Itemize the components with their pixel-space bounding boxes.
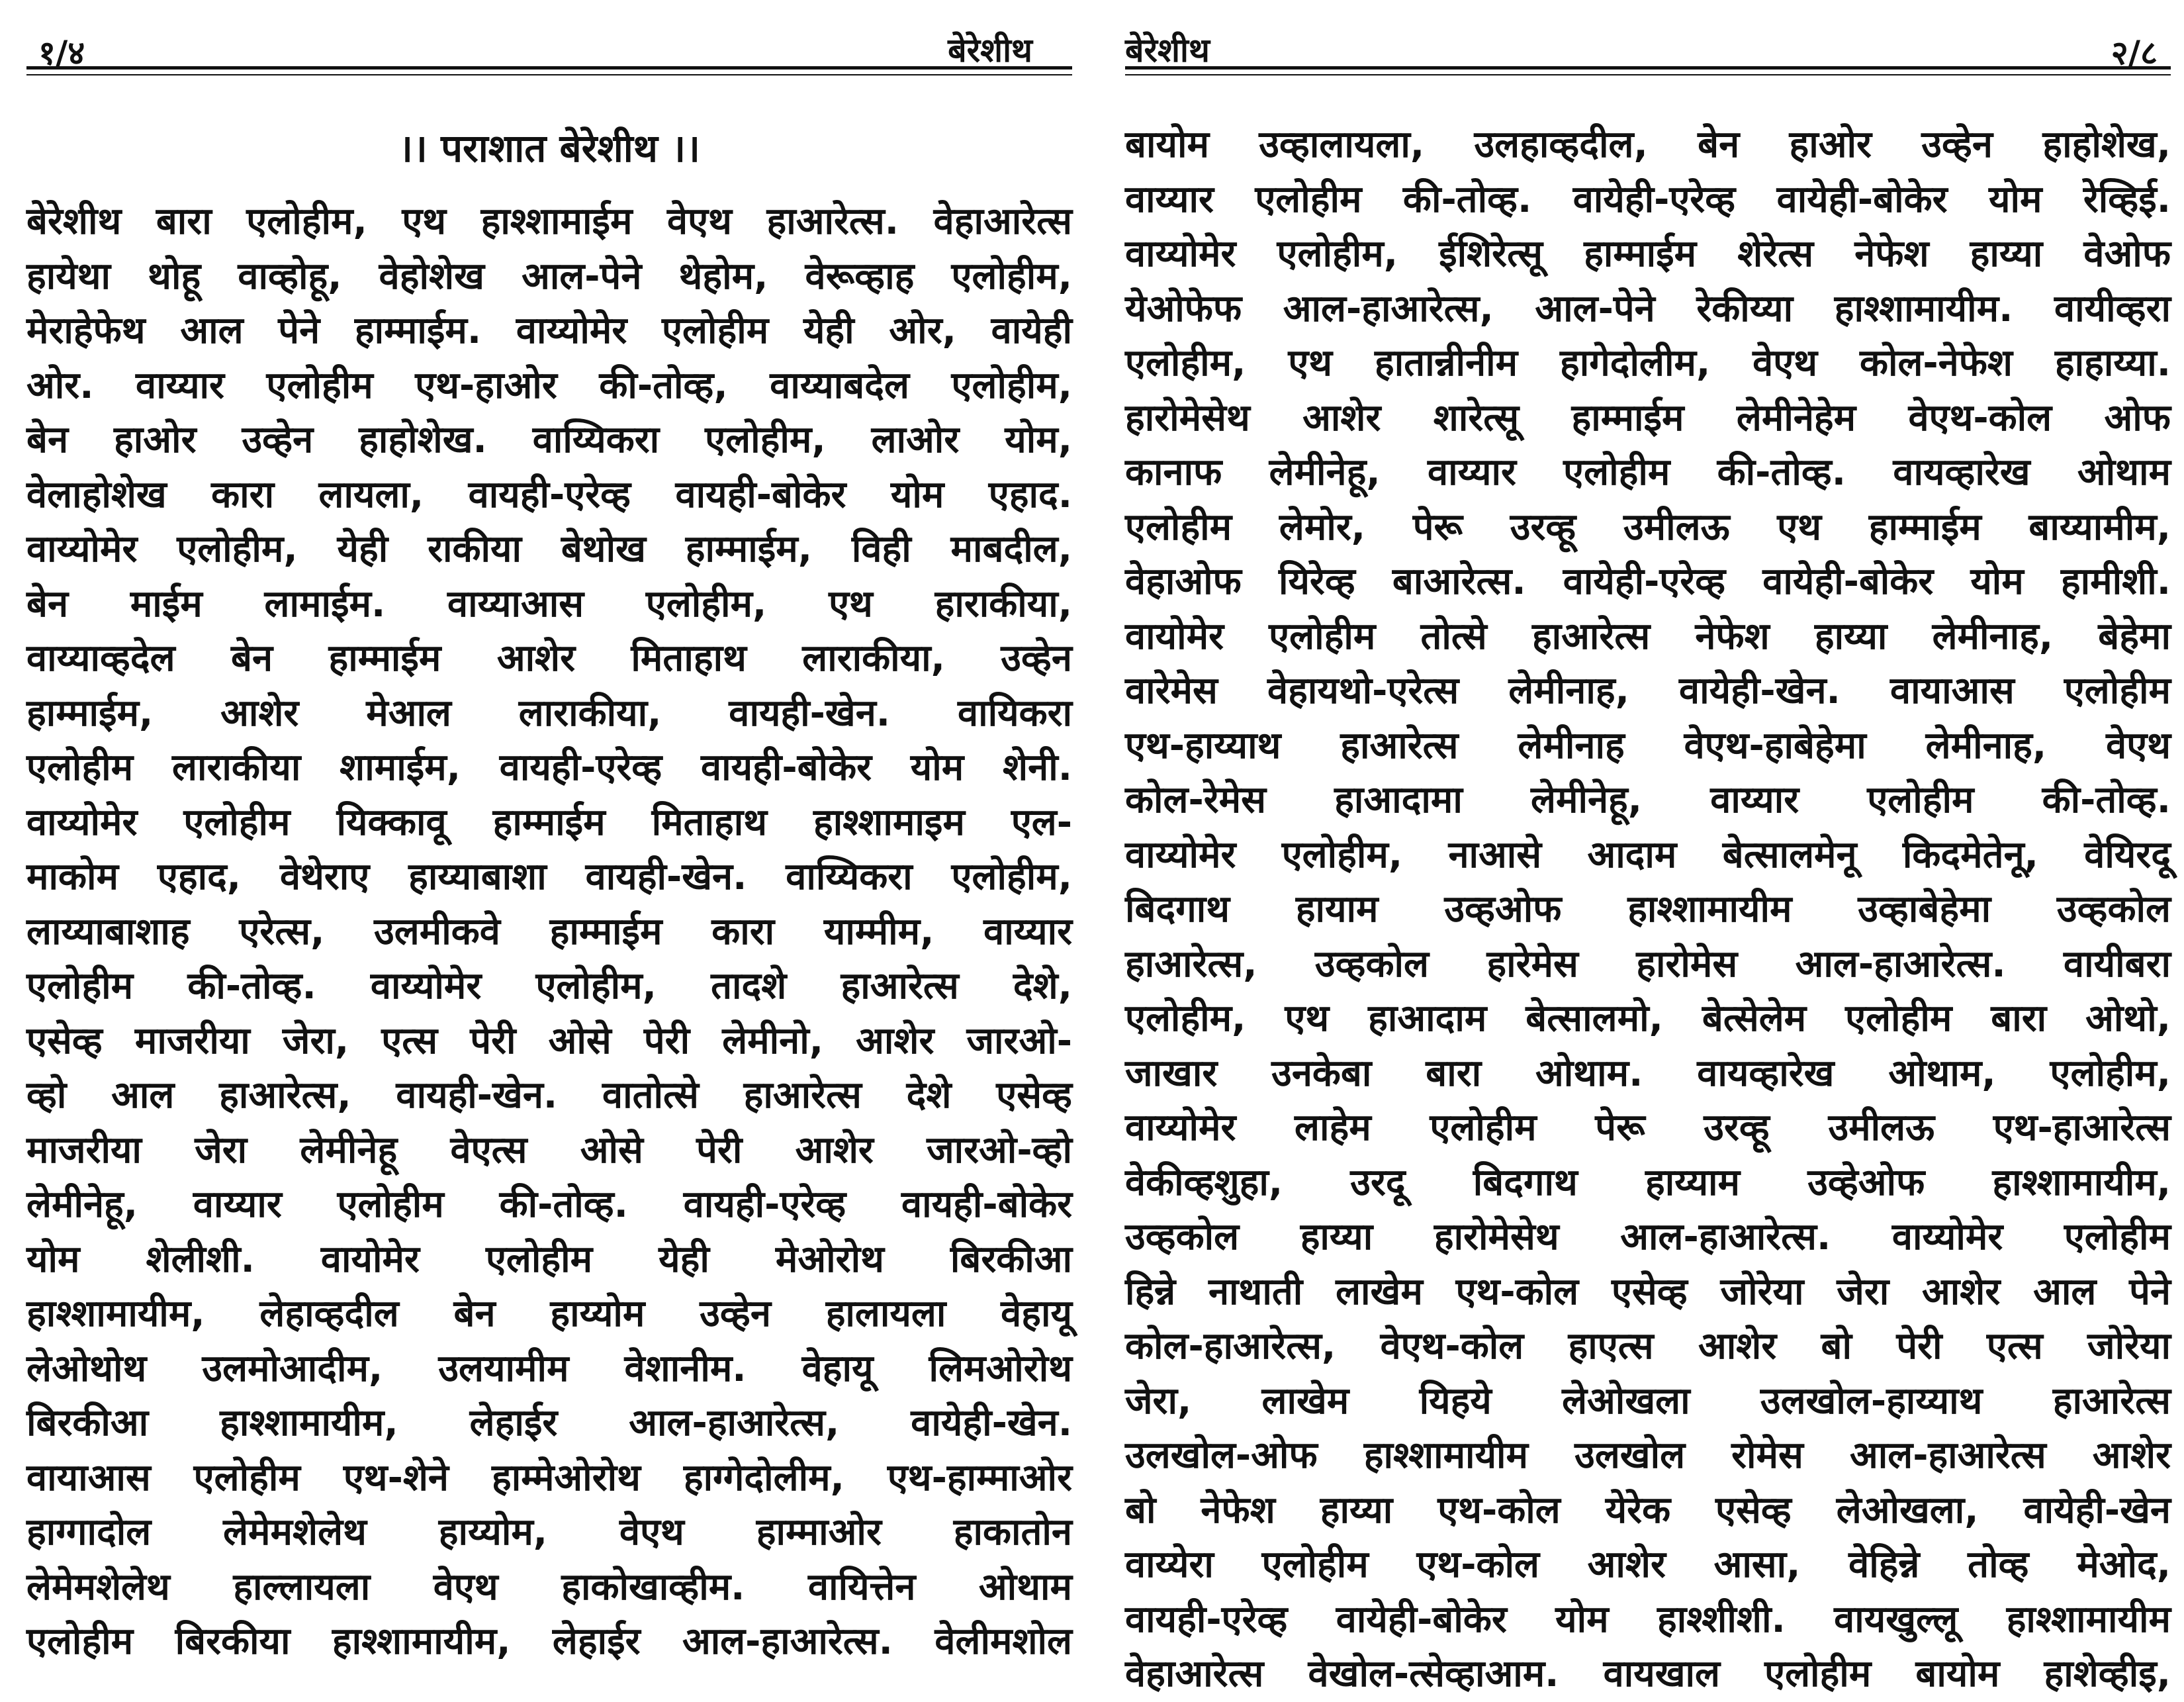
text-line: व्हो आल हाआरेत्स, वायही-खेन. वातोत्से हाआरेत्स देशे एसेव्ह	[26, 1074, 1072, 1117]
text-line: वायोमेर एलोहीम तोत्से हाआरेत्स नेफेश हाय्या लेमीनाह, बेहेमा	[1125, 614, 2171, 658]
text-line: उलखोल-ओफ हाश्शामायीम उलखोल रोमेस आल-हाआरेत्स आशेर	[1125, 1434, 2171, 1477]
text-line: येओफेफ आल-हाआरेत्स, आल-पेने रेकीय्या हाश्शामायीम. वायीव्हरा	[1125, 287, 2171, 330]
text-line: एलोहीम लाराकीया शामाईम, वायही-एरेव्ह वायही-बोकेर योम शेनी.	[26, 746, 1072, 789]
text-line: कानाफ लेमीनेहू, वाय्यार एलोहीम की-तोव्ह. वायव्हारेख ओथाम	[1125, 451, 2171, 494]
text-line: उव्हकोल हाय्या हारोमेसेथ आल-हाआरेत्स. वाय्योमेर एलोहीम	[1125, 1215, 2171, 1258]
text-line: एलोहीम, एथ हाआदाम बेत्सालमो, बेत्सेलेम एलोहीम बारा ओथो,	[1125, 997, 2171, 1040]
text-line: मेराहेफेथ आल पेने हाम्माईम. वाय्योमेर एलोहीम येही ओर, वायेही	[26, 309, 1072, 352]
text-line: लेमेमशेलेथ हाल्लायला वेएथ हाकोखाव्हीम. वायित्तेन ओथाम	[26, 1565, 1072, 1609]
text-line: वाय्योमेर लाहेम एलोहीम पेरू उरव्हू उमीलऊ एथ-हाआरेत्स	[1125, 1106, 2171, 1149]
text-line: हाआरेत्स, उव्हकोल हारेमेस हारोमेस आल-हाआरेत्स. वायीबरा	[1125, 942, 2171, 986]
text-line: हिन्ने नाथाती लाखेम एथ-कोल एसेव्ह जोरेया जेरा आशेर आल पेने	[1125, 1270, 2171, 1313]
running-head	[1125, 20, 2171, 73]
text-line: वाय्योमेर एलोहीम, नाआसे आदाम बेत्सालमेनू किदमेतेनू, वेयिरदू	[1125, 833, 2171, 876]
text-line: एलोहीम लेमोर, पेरू उरव्हू उमीलऊ एथ हाम्माईम बाय्यामीम,	[1125, 505, 2171, 549]
text-line: बिदगाथ हायाम उव्हओफ हाश्शामायीम उव्हाबेहेमा उव्हकोल	[1125, 888, 2171, 931]
text-line: वाय्याव्हदेल बेन हाम्माईम आशेर मिताहाथ लाराकीया, उव्हेन	[26, 637, 1072, 680]
left-page	[26, 0, 1072, 1663]
page-number: १/४	[38, 34, 85, 72]
text-line: ओर. वाय्यार एलोहीम एथ-हाओर की-तोव्ह, वाय्याबदेल एलोहीम,	[26, 363, 1072, 407]
header-rule-thin	[1125, 74, 2171, 75]
text-line: जेरा, लाखेम यिहये लेओखला उलखोल-हाय्याथ हाआरेत्स	[1125, 1379, 2171, 1423]
right-page	[1125, 0, 2171, 1695]
header-rule-thick	[26, 66, 1072, 70]
text-line: हाग्गादोल लेमेमशेलेथ हाय्योम, वेएथ हाम्माओर हाकातोन	[26, 1511, 1072, 1554]
book-title: बेरेशीथ	[1125, 31, 1210, 70]
text-line: हाम्माईम, आशेर मेआल लाराकीया, वायही-खेन. वायिकरा	[26, 691, 1072, 735]
text-line: एलोहीम, एथ हातान्नीनीम हागेदोलीम, वेएथ कोल-नेफेश हाहाय्या.	[1125, 342, 2171, 385]
text-line: हायेथा थोहू वाव्होहू, वेहोशेख आल-पेने थेहोम, वेरूव्हाह एलोहीम,	[26, 254, 1072, 298]
text-line: एथ-हाय्याथ हाआरेत्स लेमीनाह वेएथ-हाबेहेमा लेमीनाह, वेएथ	[1125, 724, 2171, 767]
text-line: लेओथोथ उलमोआदीम, उलयामीम वेशानीम. वेहायू लिमओरोथ	[26, 1347, 1072, 1390]
text-line: एलोहीम बिरकीया हाश्शामायीम, लेहाईर आल-हाआरेत्स. वेलीमशोल	[26, 1620, 1072, 1663]
text-line: हाश्शामायीम, लेहाव्हदील बेन हाय्योम उव्हेन हालायला वेहायू	[26, 1292, 1072, 1335]
text-line: बेरेशीथ बारा एलोहीम, एथ हाश्शामाईम वेएथ हाआरेत्स. वेहाआरेत्स	[26, 200, 1072, 243]
book-title: बेरेशीथ	[948, 31, 1032, 70]
text-line: बायोम उव्हालायला, उलहाव्हदील, बेन हाओर उव्हेन हाहोशेख,	[1125, 123, 2171, 166]
body-text	[26, 195, 1072, 1670]
text-line: माकोम एहाद, वेथेराए हाय्याबाशा वायही-खेन. वाय्यिकरा एलोहीम,	[26, 855, 1072, 898]
text-line: वाय्योमेर एलोहीम, ईशिरेत्सू हाम्माईम शेरेत्स नेफेश हाय्या वेओफ	[1125, 232, 2171, 275]
header-rule-thin	[26, 74, 1072, 75]
text-line: बो नेफेश हाय्या एथ-कोल येरेक एसेव्ह लेओखला, वायेही-खेन	[1125, 1488, 2171, 1532]
running-head	[26, 20, 1072, 73]
text-line: एसेव्ह माजरीया जेरा, एत्स पेरी ओसे पेरी लेमीनो, आशेर जारओ-	[26, 1019, 1072, 1063]
text-line: कोल-रेमेस हाआदामा लेमीनेहू, वाय्यार एलोहीम की-तोव्ह.	[1125, 779, 2171, 822]
text-line: वायही-एरेव्ह वायेही-बोकेर योम हाश्शीशी. वायखुल्लू हाश्शामायीम	[1125, 1597, 2171, 1641]
text-line: योम शेलीशी. वायोमेर एलोहीम येही मेओरोथ बिरकीआ	[26, 1237, 1072, 1281]
body-text	[1125, 118, 2171, 1702]
page-number: २/८	[2111, 34, 2158, 72]
text-line: हारोमेसेथ आशेर शारेत्सू हाम्माईम लेमीनेहेम वेएथ-कोल ओफ	[1125, 396, 2171, 440]
text-line: वाय्योमेर एलोहीम, येही राकीया बेथोख हाम्माईम, विही माबदील,	[26, 528, 1072, 571]
text-line: वेकीव्हशुहा, उरदू बिदगाथ हाय्याम उव्हेओफ हाश्शामायीम,	[1125, 1160, 2171, 1204]
text-line: बेन माईम लामाईम. वाय्याआस एलोहीम, एथ हाराकीया,	[26, 582, 1072, 626]
text-line: माजरीया जेरा लेमीनेहू वेएत्स ओसे पेरी आशेर जारओ-व्हो	[26, 1128, 1072, 1172]
section-title: ।। पराशात बेरेशीथ ।।	[398, 126, 701, 171]
text-line: बिरकीआ हाश्शामायीम, लेहाईर आल-हाआरेत्स, वायेही-खेन.	[26, 1401, 1072, 1444]
text-line: कोल-हाआरेत्स, वेएथ-कोल हाएत्स आशेर बो पेरी एत्स जोरेया	[1125, 1325, 2171, 1368]
text-line: वाय्येरा एलोहीम एथ-कोल आशेर आसा, वेहिन्ने तोव्ह मेओद,	[1125, 1543, 2171, 1586]
text-line: लाय्याबाशाह एरेत्स, उलमीकवे हाम्माईम कारा याम्मीम, वाय्यार	[26, 910, 1072, 953]
text-line: वेलाहोशेख कारा लायला, वायही-एरेव्ह वायही-बोकेर योम एहाद.	[26, 473, 1072, 516]
text-line: जाखार उनकेबा बारा ओथाम. वायव्हारेख ओथाम, एलोहीम,	[1125, 1051, 2171, 1095]
text-line: वारेमेस वेहायथो-एरेत्स लेमीनाह, वायेही-खेन. वायाआस एलोहीम	[1125, 669, 2171, 712]
text-line: वाय्यार एलोहीम की-तोव्ह. वायेही-एरेव्ह वायेही-बोकेर योम रेव्हिई.	[1125, 177, 2171, 221]
text-line: लेमीनेहू, वाय्यार एलोहीम की-तोव्ह. वायही-एरेव्ह वायही-बोकेर	[26, 1183, 1072, 1226]
text-line: वायाआस एलोहीम एथ-शेने हाम्मेओरोथ हाग्गेदोलीम, एथ-हाम्माओर	[26, 1456, 1072, 1499]
text-line: एलोहीम की-तोव्ह. वाय्योमेर एलोहीम, तादशे हाआरेत्स देशे,	[26, 965, 1072, 1008]
text-line: वाय्योमेर एलोहीम यिक्कावू हाम्माईम मिताहाथ हाश्शामाइम एल-	[26, 800, 1072, 844]
text-line: वेहाआरेत्स वेखोल-त्सेव्हाआम. वायखाल एलोहीम बायोम हाशेव्हीइ,	[1125, 1652, 2171, 1695]
header-rule-thick	[1125, 66, 2171, 70]
text-line: वेहाओफ यिरेव्ह बाआरेत्स. वायेही-एरेव्ह वायेही-बोकेर योम हामीशी.	[1125, 560, 2171, 603]
text-line: बेन हाओर उव्हेन हाहोशेख. वाय्यिकरा एलोहीम, लाओर योम,	[26, 418, 1072, 461]
